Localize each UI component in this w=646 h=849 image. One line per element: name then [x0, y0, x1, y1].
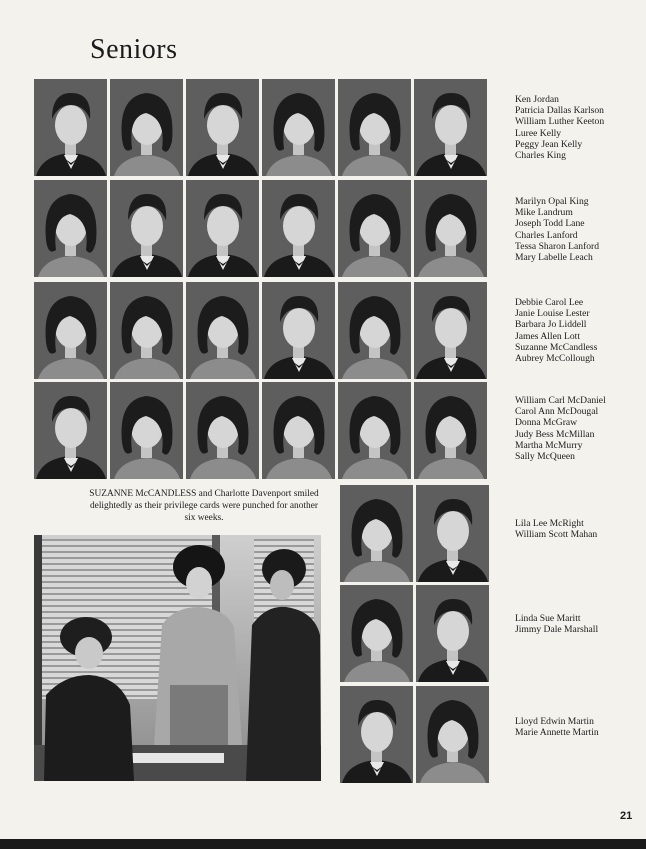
- student-name: Marilyn Opal King: [515, 196, 589, 207]
- student-portrait: [416, 585, 489, 682]
- student-portrait: [338, 180, 411, 277]
- student-name: Aubrey McCollough: [515, 353, 595, 365]
- student-name: Suzanne McCandless: [515, 341, 598, 353]
- student-portrait: [338, 382, 411, 479]
- student-name: Ken Jordan: [515, 94, 559, 105]
- student-portrait: [338, 79, 411, 176]
- student-portrait: [110, 180, 183, 277]
- page-number: 21: [620, 810, 633, 822]
- student-portrait: [340, 686, 413, 783]
- student-name: Tessa Sharon Lanford: [515, 240, 600, 252]
- names-group-1: [515, 94, 604, 161]
- student-name: Sally McQueen: [515, 451, 575, 463]
- student-name: Jimmy Dale Marshall: [515, 624, 599, 636]
- student-name: Mike Landrum: [515, 207, 573, 219]
- student-name: Donna McGraw: [515, 417, 578, 429]
- names-group-4: [515, 395, 606, 462]
- student-portrait: [414, 79, 487, 176]
- student-name: Charles King: [515, 150, 566, 162]
- student-name: Lloyd Edwin Martin: [515, 716, 594, 727]
- student-name: Judy Bess McMillan: [515, 428, 595, 440]
- student-portrait: [414, 180, 487, 277]
- student-portrait: [414, 282, 487, 379]
- student-portrait: [34, 180, 107, 277]
- names-group-6: [515, 613, 598, 635]
- student-portrait: [262, 79, 335, 176]
- student-name: Charles Lanford: [515, 229, 578, 241]
- student-portrait: [186, 282, 259, 379]
- student-portrait: [414, 382, 487, 479]
- student-portrait: [416, 485, 489, 582]
- student-portrait: [262, 382, 335, 479]
- student-name: Janie Louise Lester: [515, 308, 590, 320]
- student-name: Linda Sue Maritt: [515, 613, 581, 624]
- student-portrait: [262, 180, 335, 277]
- student-portrait: [34, 282, 107, 379]
- student-name: William Carl McDaniel: [515, 395, 606, 406]
- student-portrait: [110, 79, 183, 176]
- student-name: James Allen Lott: [515, 330, 581, 342]
- student-portrait: [34, 79, 107, 176]
- student-portrait: [110, 382, 183, 479]
- student-portrait: [110, 282, 183, 379]
- page-title: Seniors: [90, 34, 178, 65]
- student-name: Barbara Jo Liddell: [515, 319, 587, 331]
- scan-edge: [0, 839, 646, 849]
- names-group-5: [515, 518, 597, 540]
- student-name: Peggy Jean Kelly: [515, 138, 583, 150]
- photo-caption: SUZANNE McCANDLESS and Charlotte Davenport smiled delightedly as their privilege cards were punched for another six weeks.: [89, 489, 319, 523]
- student-portrait: [34, 382, 107, 479]
- student-portrait: [340, 485, 413, 582]
- student-name: Luree Kelly: [515, 127, 562, 139]
- student-name: Joseph Todd Lane: [515, 218, 585, 230]
- student-portrait: [416, 686, 489, 783]
- student-portrait: [186, 382, 259, 479]
- student-portrait: [262, 282, 335, 379]
- student-portrait: [340, 585, 413, 682]
- student-portrait: [186, 79, 259, 176]
- names-group-3: [515, 297, 597, 364]
- student-portrait: [186, 180, 259, 277]
- student-name: William Luther Keeton: [515, 116, 605, 128]
- names-group-7: [515, 716, 599, 738]
- names-group-2: [515, 196, 599, 263]
- student-name: Carol Ann McDougal: [515, 406, 599, 418]
- student-portrait: [338, 282, 411, 379]
- student-name: Lila Lee McRight: [515, 518, 584, 529]
- student-name: Martha McMurry: [515, 439, 583, 451]
- student-name: William Scott Mahan: [515, 529, 598, 541]
- student-name: Patricia Dallas Karlson: [515, 105, 604, 117]
- student-name: Marie Annette Martin: [515, 727, 599, 739]
- student-name: Mary Labelle Leach: [515, 252, 593, 264]
- candid-photo: [34, 535, 321, 781]
- student-name: Debbie Carol Lee: [515, 297, 584, 308]
